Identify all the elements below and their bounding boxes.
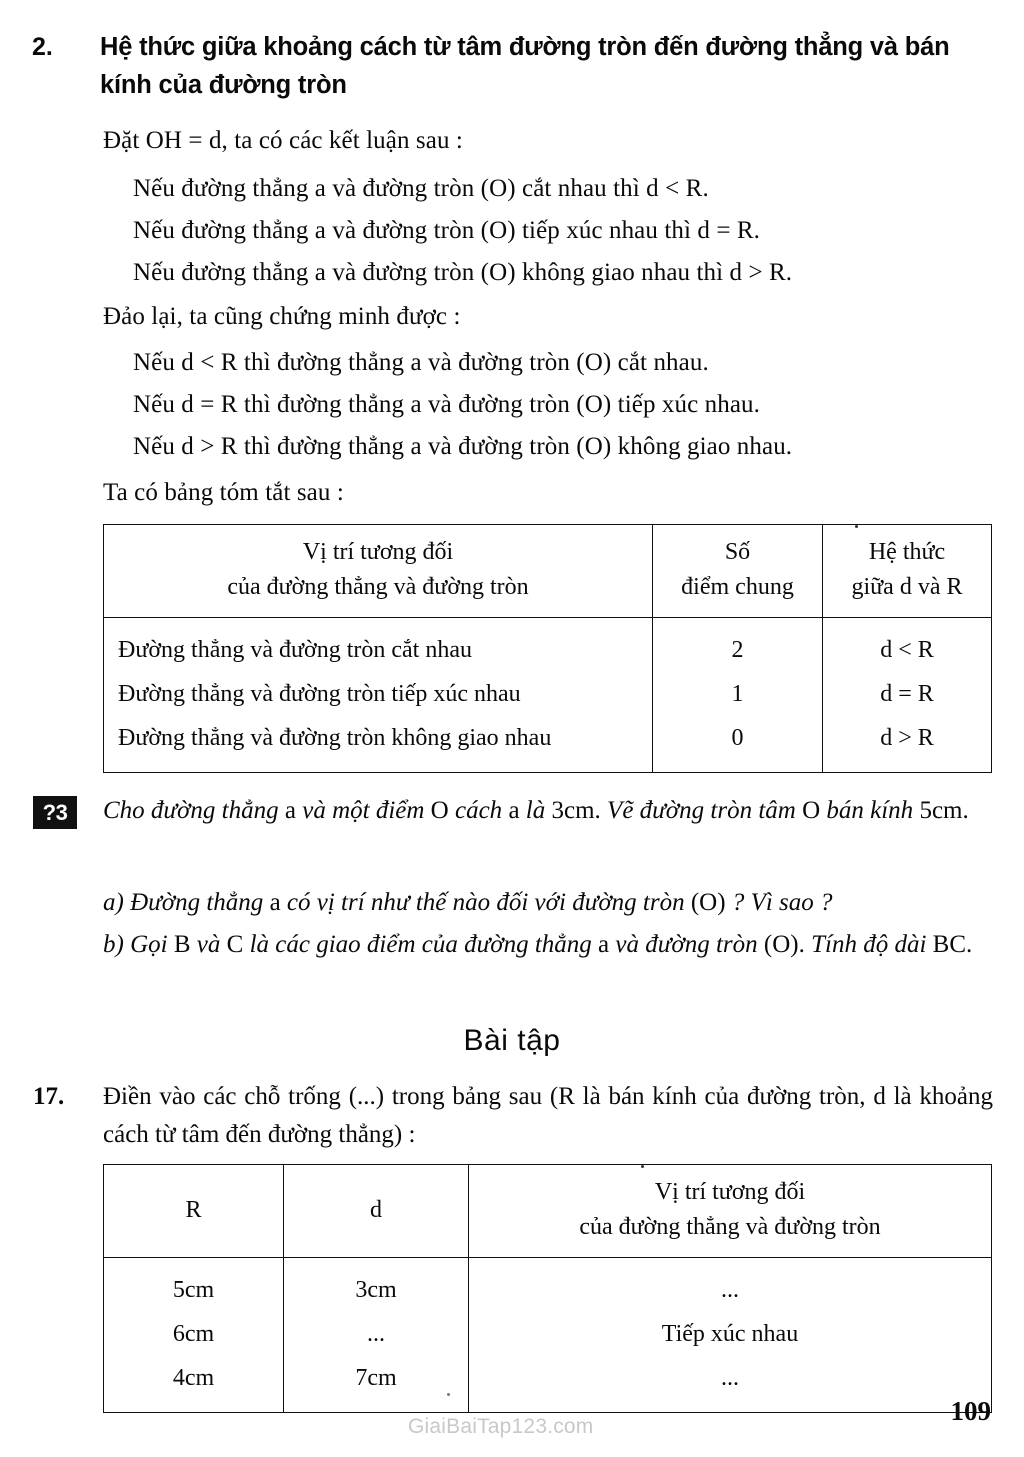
rule-1-3: Nếu đường thẳng a và đường tròn (O) không giao nhau thì d > R.: [133, 259, 793, 286]
scan-speck: [447, 1393, 450, 1396]
question-3-part-a: a) Đường thẳng a có vị trí như thế nào đối với đường tròn (O) ? Vì sao ?: [103, 889, 833, 916]
table-row: 7cm: [355, 1365, 397, 1391]
exercise-text: Điền vào các chỗ trống (...) trong bảng sau (R là bán kính của đường tròn, d là khoảng cách từ tâm đến đường thẳng) :: [103, 1083, 993, 1148]
header-line-1: Hệ thức: [869, 535, 945, 570]
table-row: d > R: [880, 725, 934, 751]
site-watermark: GiaiBaiTap123.com: [408, 1415, 594, 1438]
section-title: Hệ thức giữa khoảng cách từ tâm đường tròn đến đường thẳng và bán kính của đường tròn: [100, 33, 950, 99]
summary-table: [103, 524, 992, 773]
exercise-17-table: [103, 1164, 992, 1413]
rule-2-1: Nếu d < R thì đường thẳng a và đường tròn (O) cắt nhau.: [133, 349, 709, 376]
table-row: 6cm: [172, 1321, 215, 1347]
lead-paragraph-3: Ta có bảng tóm tắt sau :: [103, 479, 344, 506]
question-3-part-b: b) Gọi B và C là các giao điểm của đường thẳng a và đường tròn (O). Tính độ dài BC.: [103, 931, 973, 958]
header-cell-points: [653, 525, 823, 618]
table-row: Đường thẳng và đường tròn không giao nhau: [118, 725, 552, 751]
header-cell-position: [469, 1165, 992, 1258]
table-row: 4cm: [172, 1365, 215, 1391]
table-body-block: [104, 618, 992, 773]
lead-paragraph-1: Đặt OH = d, ta có các kết luận sau :: [103, 127, 463, 154]
table-row: 1: [731, 681, 744, 707]
rule-2-3: Nếu d > R thì đường thẳng a và đường tròn (O) không giao nhau.: [133, 433, 793, 460]
exercise-17: [33, 1078, 993, 1154]
header-cell-d: [284, 1165, 469, 1258]
cell-R-values: [104, 1258, 284, 1413]
cell-points: [653, 618, 823, 773]
table-row: Đường thẳng và đường tròn cắt nhau: [118, 637, 472, 663]
lead-paragraph-2: Đảo lại, ta cũng chứng minh được :: [103, 303, 461, 330]
question-3-text: Cho đường thẳng a và một điểm O cách a là 3cm. Vẽ đường tròn tâm O bán kính 5cm.: [103, 797, 969, 824]
table-row: ...: [367, 1321, 385, 1347]
question-badge-icon: ?3: [33, 796, 77, 829]
table-row: d < R: [880, 637, 934, 663]
header-cell-R: [104, 1165, 284, 1258]
header-line-1: R: [185, 1196, 202, 1223]
rule-1-1: Nếu đường thẳng a và đường tròn (O) cắt nhau thì d < R.: [133, 175, 709, 202]
header-line-2: giữa d và R: [851, 574, 963, 600]
header-cell-relation: [823, 525, 992, 618]
table-row: 2: [731, 637, 744, 663]
cell-position-values: [469, 1258, 992, 1413]
header-line-2: điểm chung: [681, 574, 794, 600]
section-number: 2.: [32, 33, 53, 61]
table-row: ...: [721, 1277, 739, 1303]
section-heading: [32, 28, 992, 104]
header-cell-position: [104, 525, 653, 618]
header-line-1: d: [370, 1196, 382, 1223]
table-header-row: [104, 1165, 992, 1258]
exercise-number: 17.: [33, 1083, 65, 1110]
table-row: ...: [721, 1365, 739, 1391]
rule-2-2: Nếu d = R thì đường thẳng a và đường tròn (O) tiếp xúc nhau.: [133, 391, 760, 418]
table-row: d = R: [880, 681, 934, 707]
cell-d-values: [284, 1258, 469, 1413]
rule-1-2: Nếu đường thẳng a và đường tròn (O) tiếp xúc nhau thì d = R.: [133, 217, 760, 244]
header-line-1: Vị trí tương đối: [655, 1175, 805, 1210]
table-row: 0: [731, 725, 744, 751]
cell-relations: [823, 618, 992, 773]
exercises-heading: Bài tập: [463, 1024, 561, 1057]
table-row: 3cm: [355, 1277, 397, 1303]
table-body-block: [104, 1258, 992, 1413]
table-header-row: [104, 525, 992, 618]
table-row: Tiếp xúc nhau: [661, 1321, 799, 1347]
header-line-1: Vị trí tương đối: [302, 539, 454, 565]
table-row: Đường thẳng và đường tròn tiếp xúc nhau: [118, 681, 521, 707]
page-number: 109: [950, 1396, 991, 1426]
header-line-1: Số: [724, 539, 751, 565]
header-line-2: của đường thẳng và đường tròn: [579, 1214, 881, 1240]
table-row: 5cm: [172, 1277, 215, 1303]
header-line-2: của đường thẳng và đường tròn: [227, 574, 529, 600]
cell-positions: [104, 618, 653, 773]
